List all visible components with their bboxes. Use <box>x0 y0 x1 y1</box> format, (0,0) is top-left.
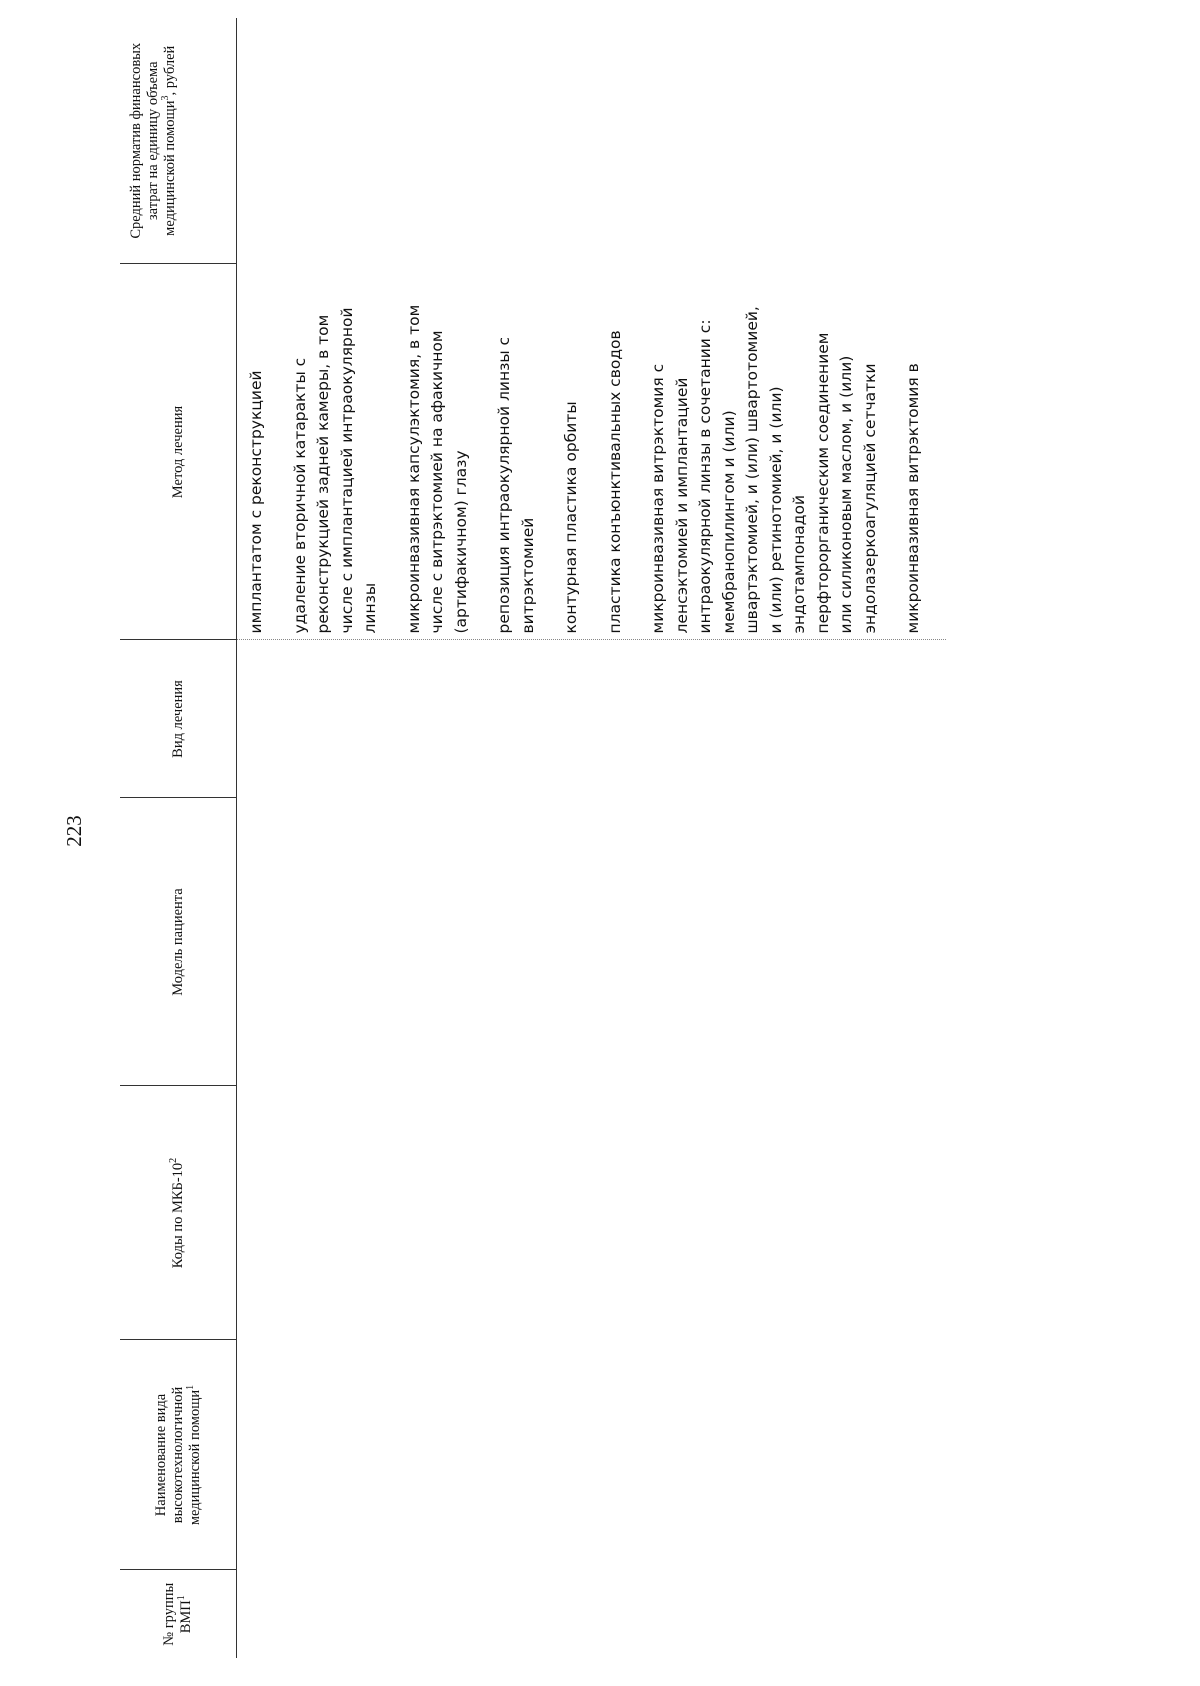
table-header-row <box>120 18 237 1658</box>
cell-icd-codes <box>237 1086 946 1340</box>
header-cost-norm: Средний норматив финансовых затрат на единицу объема медицинской помощи$^3$, рублей <box>120 18 237 264</box>
method-entry: репозиция интраокулярной линзы с витрэктомией <box>495 336 537 634</box>
cell-cost-norm <box>237 18 946 264</box>
method-entry: микроинвазивная витрэктомия в <box>904 363 922 634</box>
method-entry: микроинвазивная капсулэктомия, в том числе с витрэктомией на афакичном (артифакичном) глазу <box>404 304 470 634</box>
method-entry: пластика конъюнктивальных сводов <box>605 330 624 634</box>
cell-patient-model <box>237 798 946 1086</box>
vmp-table <box>120 18 946 1658</box>
method-entry: имплантатом с реконструкцией <box>247 370 265 634</box>
header-patient-model: Модель пациента <box>120 798 237 1086</box>
cell-group-no <box>237 1570 946 1658</box>
method-entry: удаление вторичной катаракты с реконструкцией задней камеры, в том числе с имплантацией интраокулярной линзы <box>290 307 379 634</box>
header-icd-codes: Коды по МКБ-$10^2$ <box>120 1086 237 1340</box>
method-entry: микроинвазивная витрэктомия с ленсэктомией и имплантацией интраокулярной линзы в сочетании с: мембранопилингом и (или) швартэктомией, и (или) швартотомией, и (или) ретинотомией, и (или) эндотампонадой перфторорганическим соединением или силиконовым маслом, и (или) эндолазеркоагуляцией сетчатки <box>649 306 879 634</box>
header-group-no: № группы ВМП$^1$ <box>120 1570 237 1658</box>
cell-treatment-type <box>237 640 946 798</box>
cell-treatment-method <box>237 264 946 640</box>
cell-vmp-name <box>237 1340 946 1570</box>
table-row <box>237 18 946 1658</box>
method-entry: контурная пластика орбиты <box>562 401 580 634</box>
header-treatment-method: Метод лечения <box>120 264 237 640</box>
header-vmp-name: Наименование вида высокотехнологичной медицинской помощи$^1$ <box>120 1340 237 1570</box>
header-treatment-type: Вид лечения <box>120 640 237 798</box>
page-number: 223 <box>62 815 86 847</box>
